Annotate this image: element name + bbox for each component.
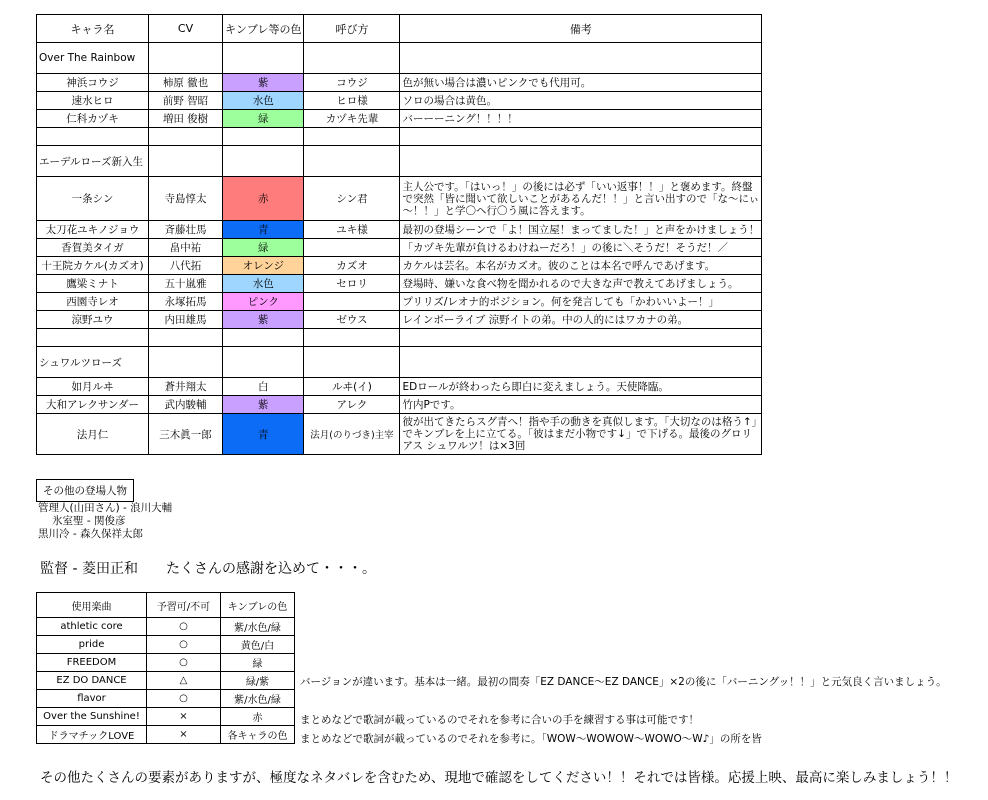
song-row [37,708,295,726]
char-note: EDロールが終わったら即白に変えましょう。天使降臨。 [400,378,762,396]
char-call: ゼウス [304,311,400,329]
song-note: まとめなどで歌詞が載っているのでそれを参考に合いの手を練習する事は可能です！ [300,714,699,726]
song-title: FREEDOM [37,654,147,672]
group-row [37,347,762,378]
char-color: 緑 [223,239,304,257]
table-row [37,74,762,92]
char-name: 香賀美タイガ [37,239,149,257]
char-cv: 蒼井翔太 [149,378,223,396]
char-color: 白 [223,378,304,396]
char-note: 主人公です。「はいっ！」の後には必ず「いい返事！！」と褒めます。終盤で突然「皆に聞いて欲しいことがあるんだ！！」と言い出すので「な～にぃ～！！」と学〇ヘ行〇う風に答えます。 [400,177,762,221]
other-characters-title: その他の登場人物 [36,479,134,502]
char-color: 緑 [223,110,304,128]
song-rehearsal: ○ [147,654,221,672]
char-name: 仁科カヅキ [37,110,149,128]
song-row [37,636,295,654]
song-color: 紫/水色/緑 [221,618,295,636]
char-cv: 柿原 徹也 [149,74,223,92]
director-credit: 監督 - 菱田正和 たくさんの感謝を込めて・・・。 [40,561,376,577]
char-cv: 畠中祐 [149,239,223,257]
header-rehearsal: 予習可/不可 [147,593,221,618]
char-cv: 斉藤壮馬 [149,221,223,239]
char-cv: 武内駿輔 [149,396,223,414]
char-call: アレク [304,396,400,414]
song-color: 黄色/白 [221,636,295,654]
char-color: 赤 [223,177,304,221]
song-rehearsal: △ [147,672,221,690]
group-label: エーデルローズ新入生 [37,146,149,177]
song-row [37,672,295,690]
song-color: 緑 [221,654,295,672]
char-note: 色が無い場合は濃いピンクでも代用可。 [400,74,762,92]
table-row [37,177,762,221]
table-header-row [37,15,762,43]
char-name: 一条シン [37,177,149,221]
char-call: ルヰ(イ) [304,378,400,396]
other-character-line: 氷室聖 - 関俊彦 [52,515,126,527]
song-title: ドラマチックLOVE [37,726,147,744]
table-row [37,110,762,128]
song-color: 各キャラの色 [221,726,295,744]
song-rehearsal: × [147,708,221,726]
song-rehearsal: ○ [147,636,221,654]
song-row [37,654,295,672]
song-rehearsal: × [147,726,221,744]
char-note: 彼が出てきたらスグ青へ！指や手の動きを真似します。「大切なのは格う↑」でキンブレを上に立てる。「彼はまだ小物です↓」で下げる。最後のグロリアス シュワルツ！は×3回 [400,414,762,455]
char-note: 最初の登場シーンで「よ！国立屋！まってました！」と声をかけましょう！ [400,221,762,239]
char-note: バーーーニング！！！！ [400,110,762,128]
char-cv: 五十嵐雅 [149,275,223,293]
song-title: athletic core [37,618,147,636]
char-color: ピンク [223,293,304,311]
song-header-row [37,593,295,618]
group-label: Over The Rainbow [37,43,149,74]
group-row [37,43,762,74]
song-color: 紫/水色/緑 [221,690,295,708]
table-row [37,311,762,329]
song-title: pride [37,636,147,654]
char-color: 水色 [223,275,304,293]
table-row [37,293,762,311]
char-call: シン君 [304,177,400,221]
song-row [37,726,295,744]
song-rehearsal: ○ [147,690,221,708]
char-cv: 前野 智昭 [149,92,223,110]
table-row [37,239,762,257]
char-call: 法月(のりづき)主宰 [304,414,400,455]
song-title: Over the Sunshine! [37,708,147,726]
char-note: レインボーライブ 涼野イトの弟。中の人的にはワカナの弟。 [400,311,762,329]
footer-message: その他たくさんの要素がありますが、極度なネタバレを含むため、現地で確認をしてください！！それでは皆様。応援上映、最高に楽しみましょう！！ [40,770,958,786]
char-color: 青 [223,414,304,455]
char-name: 十王院カケル(カズオ) [37,257,149,275]
char-name: 如月ルヰ [37,378,149,396]
header-call: 呼び方 [304,15,400,43]
table-row [37,378,762,396]
char-call [304,239,400,257]
song-row [37,618,295,636]
other-character-line: 管理人(山田さん) - 浪川大輔 [38,502,173,514]
header-song-color: キンブレの色 [221,593,295,618]
blank-row [37,128,762,146]
char-call: コウジ [304,74,400,92]
char-note: プリリズ/レオナ的ポジション。何を発言しても「かわいいよー！」 [400,293,762,311]
group-label: シュワルツローズ [37,347,149,378]
table-row [37,92,762,110]
char-cv: 内田雄馬 [149,311,223,329]
char-cv: 寺島惇太 [149,177,223,221]
header-note: 備考 [400,15,762,43]
char-name: 涼野ユウ [37,311,149,329]
char-call: セロリ [304,275,400,293]
char-name: 西園寺レオ [37,293,149,311]
char-color: 青 [223,221,304,239]
song-note: まとめなどで歌詞が載っているのでそれを参考に。「WOW～WOWOW～WOWO～W♪」の所を皆 [300,733,762,745]
table-row [37,275,762,293]
song-title: EZ DO DANCE [37,672,147,690]
table-row [37,414,762,455]
table-row [37,396,762,414]
header-song: 使用楽曲 [37,593,147,618]
char-call: カヅキ先輩 [304,110,400,128]
blank-row [37,329,762,347]
song-table [36,592,295,744]
char-note: 「カヅキ先輩が負けるわけねーだろ！」の後に＼そうだ！そうだ！／ [400,239,762,257]
char-note: ソロの場合は黄色。 [400,92,762,110]
table-row [37,257,762,275]
header-name: キャラ名 [37,15,149,43]
char-note: カケルは芸名。本名がカズオ。彼のことは本名で呼んであげます。 [400,257,762,275]
char-note: 登場時、嫌いな食べ物を聞かれるので大きな声で教えてあげましょう。 [400,275,762,293]
character-table [36,14,762,455]
song-rehearsal: ○ [147,618,221,636]
char-note: 竹内Pです。 [400,396,762,414]
char-color: 水色 [223,92,304,110]
char-cv: 八代拓 [149,257,223,275]
char-color: 紫 [223,311,304,329]
other-character-line: 黒川冷 - 森久保祥太郎 [38,528,143,540]
song-color: 赤 [221,708,295,726]
char-color: 紫 [223,396,304,414]
char-color: オレンジ [223,257,304,275]
char-name: 大和アレクサンダー [37,396,149,414]
song-row [37,690,295,708]
song-title: flavor [37,690,147,708]
char-name: 速水ヒロ [37,92,149,110]
char-call: カズオ [304,257,400,275]
char-call [304,293,400,311]
char-name: 法月仁 [37,414,149,455]
char-name: 神浜コウジ [37,74,149,92]
char-call: ヒロ様 [304,92,400,110]
table-row [37,221,762,239]
char-name: 太刀花ユキノジョウ [37,221,149,239]
char-cv: 永塚拓馬 [149,293,223,311]
char-name: 鷹梁ミナト [37,275,149,293]
group-row [37,146,762,177]
char-cv: 三木眞一郎 [149,414,223,455]
song-color: 緑/紫 [221,672,295,690]
song-note: バージョンが違います。基本は一緒。最初の間奏「EZ DANCE～EZ DANCE」×2の後に「バーニングッ！！」と元気良く言いましょう。 [300,676,947,688]
char-cv: 増田 俊樹 [149,110,223,128]
char-call: ユキ様 [304,221,400,239]
header-color: キンブレ等の色 [223,15,304,43]
char-color: 紫 [223,74,304,92]
header-cv: CV [149,15,223,43]
